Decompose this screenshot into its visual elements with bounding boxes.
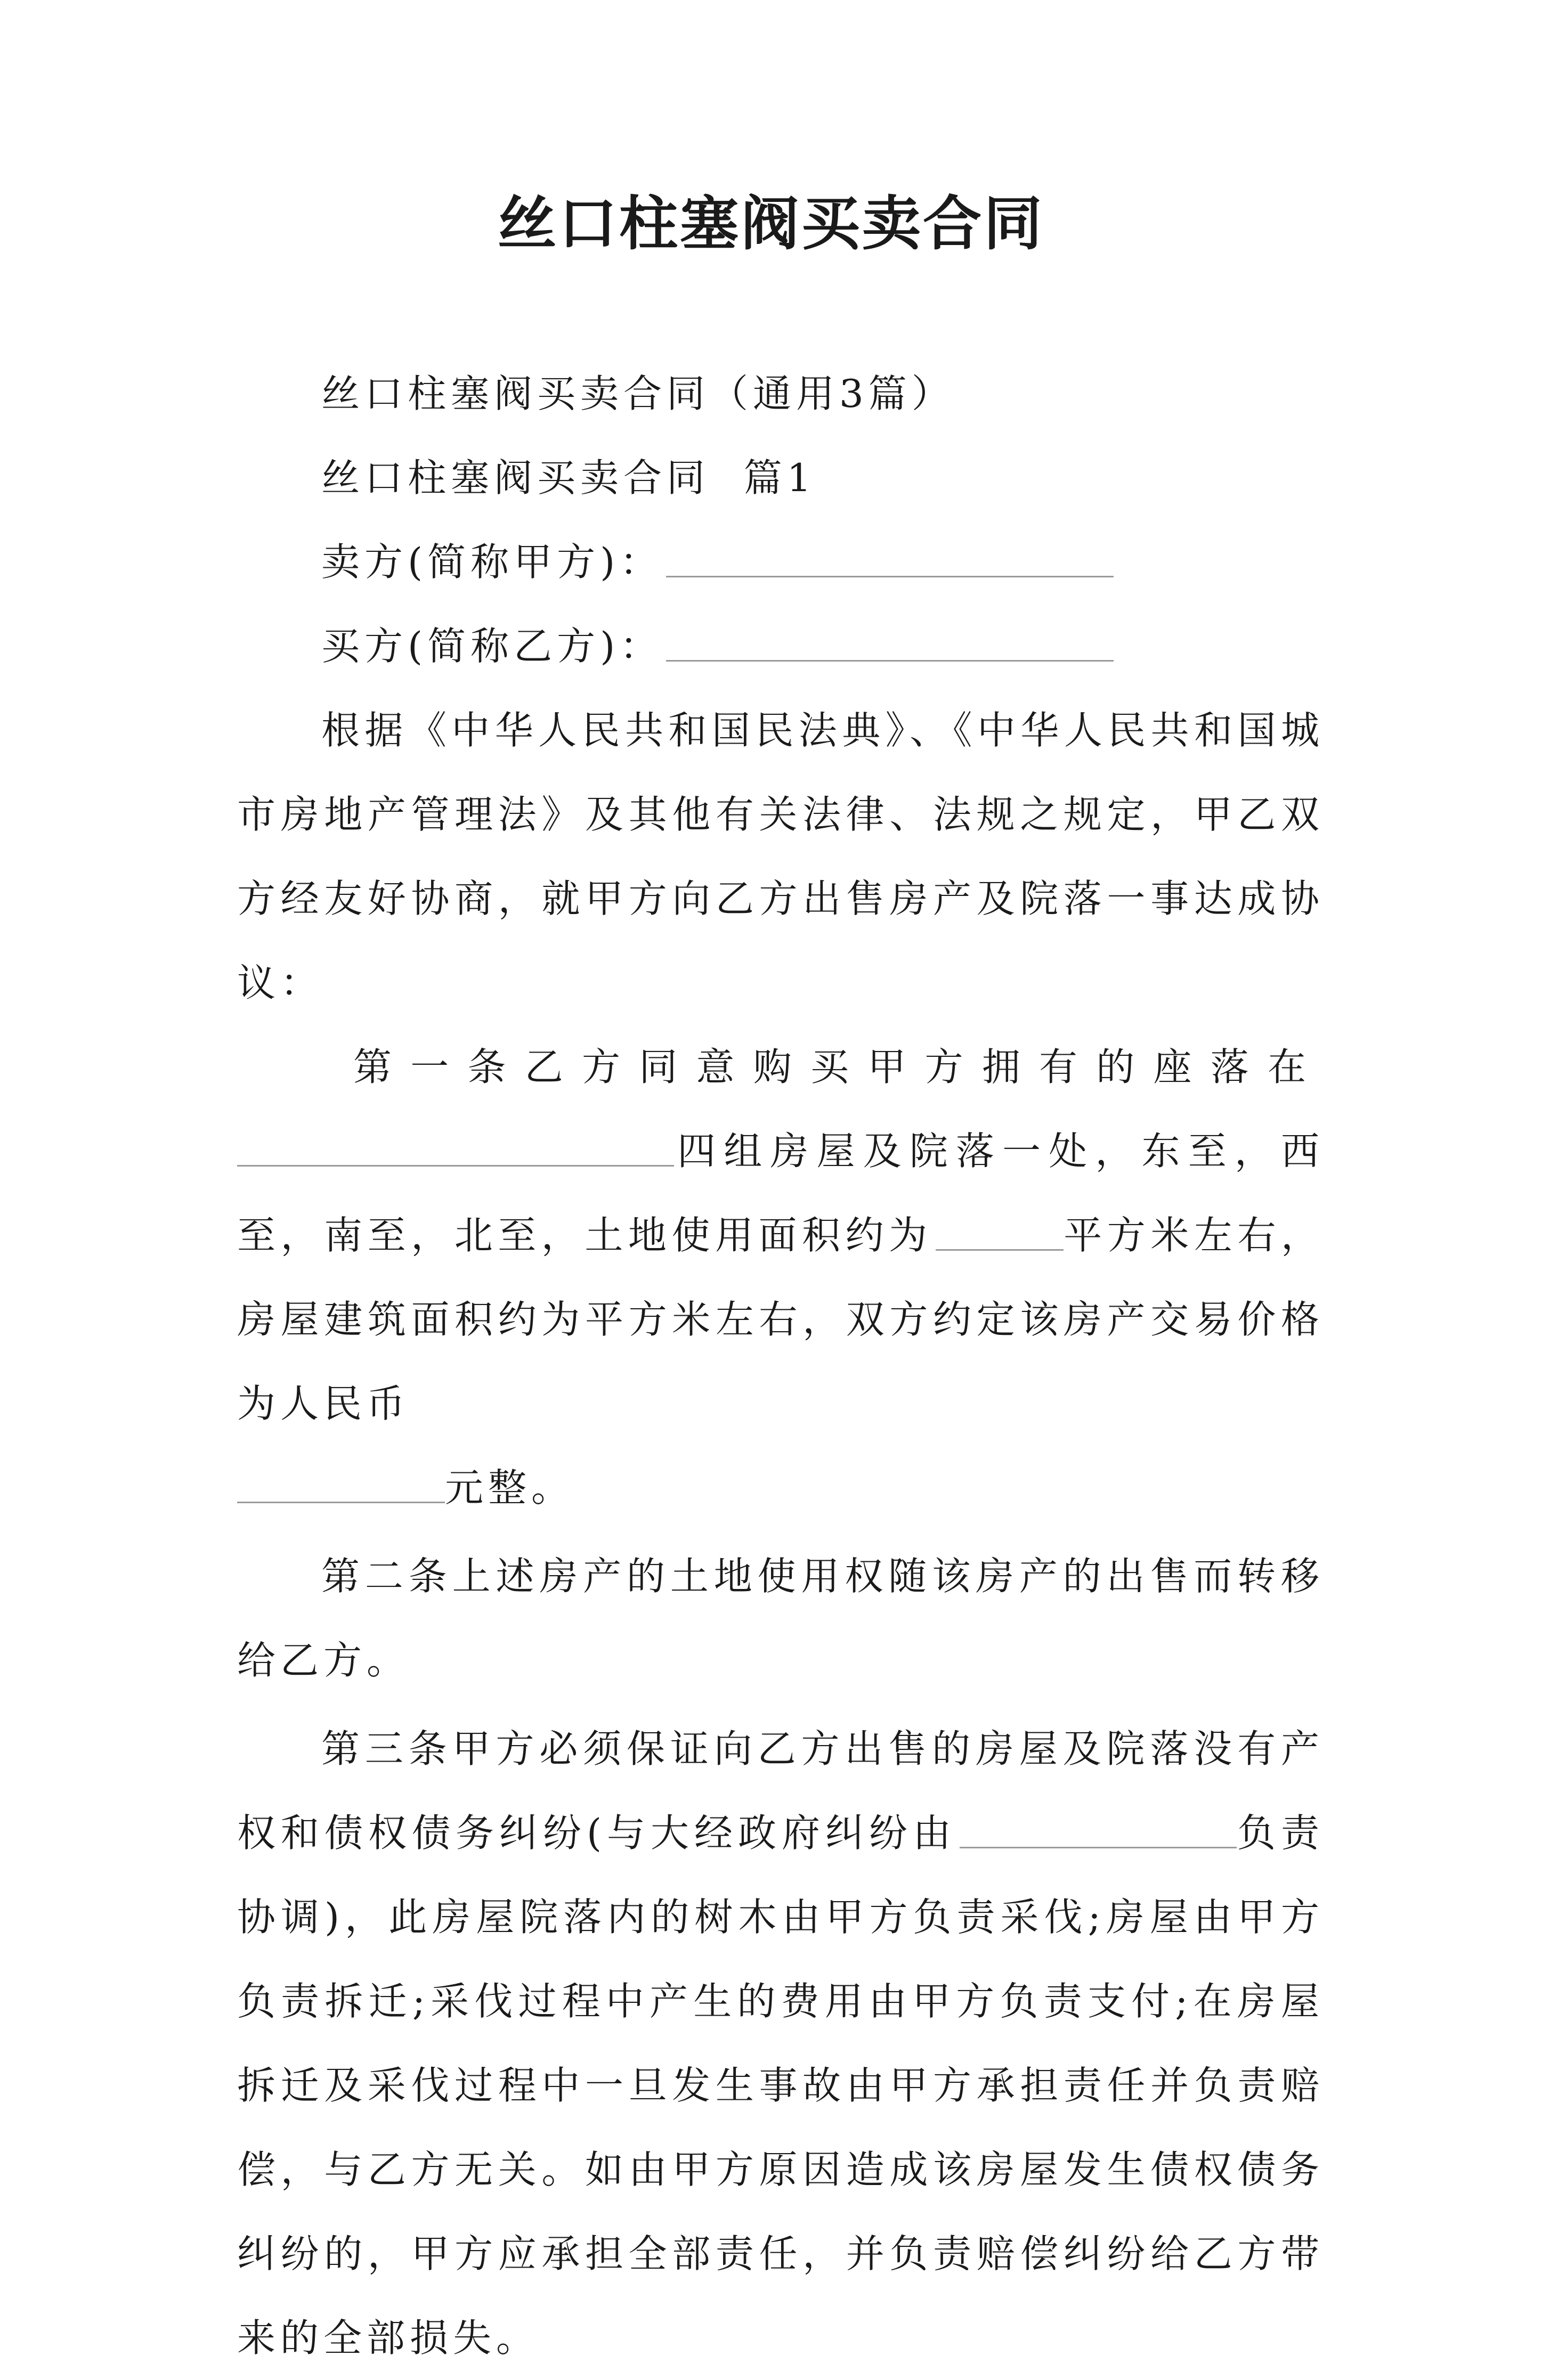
article-3-part-1: 第三条甲方必须保证向乙方出售的房屋及院落没有产权和债权债务纠纷(与大经政府纠纷由 (237, 1726, 1324, 1855)
price-blank (237, 1470, 445, 1503)
seller-label: 卖方(简称甲方)： (321, 540, 663, 584)
article-3-part-2: 负责协调)，此房屋院落内的树木由甲方负责采伐;房屋由甲方负责拆迁;采伐过程中产生的费用由甲方负责支付;在房屋拆迁及采伐过程中一旦发生事故由甲方承担责任并负责赔偿，与乙方无关。如由甲方原因造成该房屋发生债权债务纠纷的，甲方应承担全部责任，并负责赔偿纠纷给乙方带来的全部损失。 (237, 1811, 1324, 2360)
coordinator-blank (960, 1815, 1237, 1848)
buyer-blank (666, 628, 1114, 662)
article-3-paragraph (237, 1707, 1324, 2380)
document-title: 丝口柱塞阀买卖合同 (498, 189, 1044, 258)
document-body (237, 352, 1324, 2380)
preamble-paragraph: 根据《中华人民共和国民法典》、《中华人民共和国城市房地产管理法》及其他有关法律、法规之规定，甲乙双方经友好协商，就甲方向乙方出售房产及院落一事达成协议： (237, 708, 1324, 1005)
article-1-part-2: 四组房屋及院落一处，东至，西至，南至，北至，土地使用面积约为 (237, 1129, 1324, 1258)
land-area-blank (936, 1217, 1064, 1251)
section-heading: 丝口柱塞阀买卖合同 篇1 (321, 455, 816, 500)
buyer-label: 买方(简称乙方)： (321, 624, 663, 669)
subtitle: 丝口柱塞阀买卖合同（通用3篇） (321, 371, 955, 416)
location-blank (237, 1133, 674, 1167)
article-1-first-line (237, 1025, 1324, 1109)
article-2-paragraph: 第二条上述房产的土地使用权随该房产的出售而转移给乙方。 (237, 1554, 1324, 1683)
article-1-body (237, 1109, 1324, 1530)
seller-line (237, 520, 1324, 604)
article-1-lead: 第一条乙方同意购买甲方拥有的座落在 (353, 1045, 1324, 1089)
buyer-line (237, 604, 1324, 688)
article-1-part-3: 平方米左右，房屋建筑面积约为平方米左右，双方约定该房产交易价格为人民币 (237, 1213, 1324, 1426)
article-1-part-4: 元整。 (445, 1465, 575, 1510)
seller-blank (666, 544, 1114, 577)
